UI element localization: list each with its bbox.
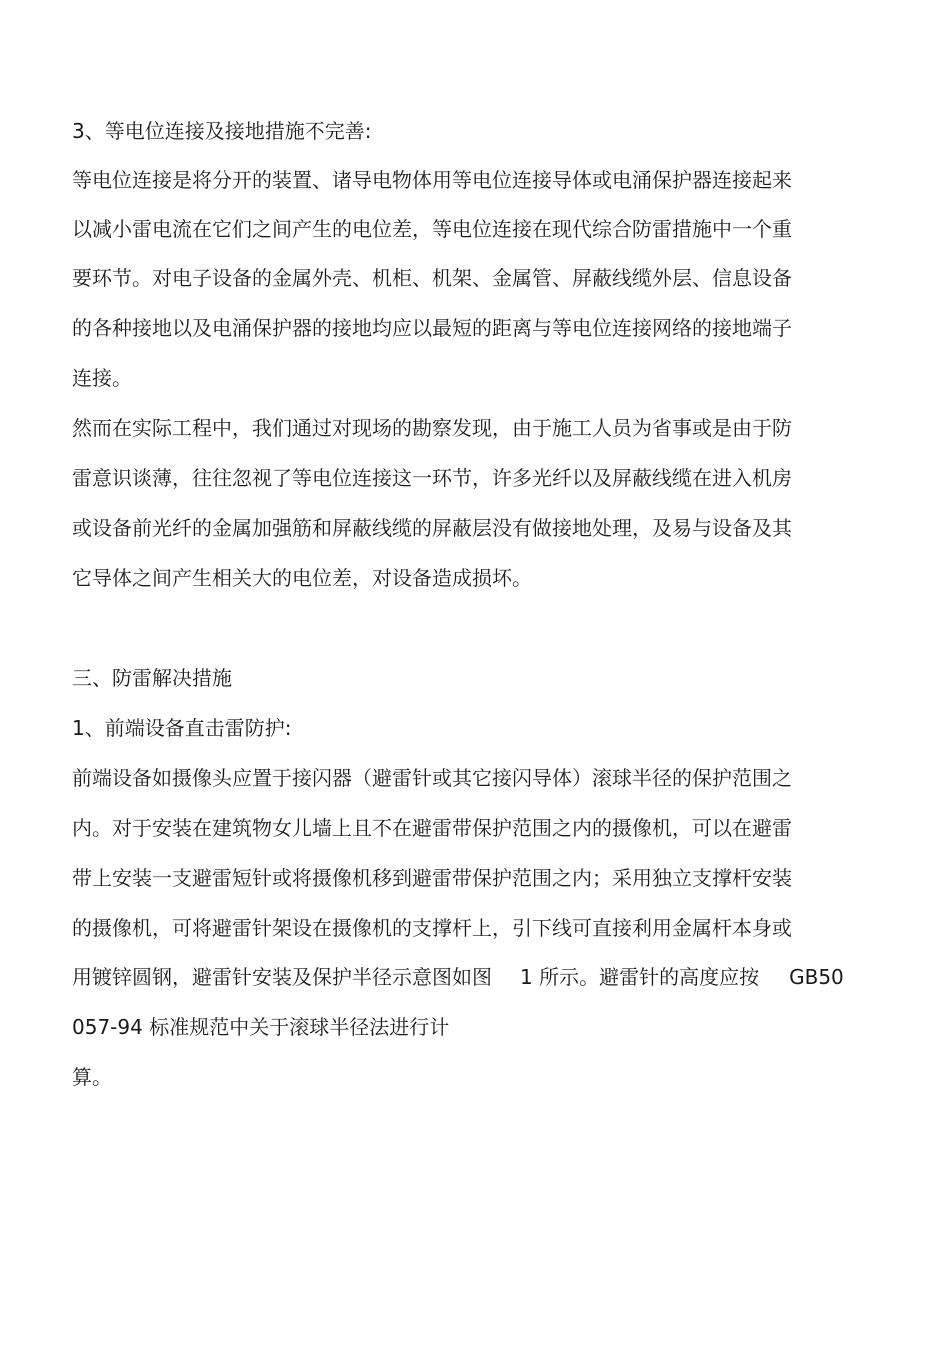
paragraph-line: 它导体之间产生相关大的电位差，对设备造成损坏。 <box>72 566 532 590</box>
paragraph-text: 用镀锌圆钢，避雷针安装及保护半径示意图如图 <box>72 965 492 989</box>
paragraph-line: 连接。 <box>72 366 132 390</box>
paragraph-line: 等电位连接是将分开的装置、诸导电物体用等电位连接导体或电涌保护器连接起来 <box>72 168 792 192</box>
paragraph-line: 带上安装一支避雷短针或将摄像机移到避雷带保护范围之内；采用独立支撑杆安装 <box>72 866 792 890</box>
paragraph-line: 前端设备如摄像头应置于接闪器（避雷针或其它接闪导体）滚球半径的保护范围之 <box>72 766 792 790</box>
paragraph-line: 然而在实际工程中，我们通过对现场的勘察发现，由于施工人员为省事或是由于防 <box>72 416 792 440</box>
paragraph-line: 057-94 标准规范中关于滚球半径法进行计 <box>72 1015 450 1039</box>
paragraph-line: 算。 <box>72 1065 112 1089</box>
paragraph-line: 的摄像机，可将避雷针架设在摄像机的支撑杆上，引下线可直接利用金属杆本身或 <box>72 916 792 940</box>
standard-code-text: GB50 <box>789 965 844 989</box>
item-heading-front-end-protection: 1、前端设备直击雷防护: <box>72 716 292 740</box>
paragraph-line: 内。对于安装在建筑物女儿墙上且不在避雷带保护范围之内的摄像机，可以在避雷 <box>72 816 792 840</box>
paragraph-line: 雷意识谈薄，往往忽视了等电位连接这一环节，许多光纤以及屏蔽线缆在进入机房 <box>72 466 792 490</box>
paragraph-line <box>72 965 844 989</box>
figure-reference-text: 1 所示。避雷针的高度应按 <box>520 965 760 989</box>
paragraph-line: 或设备前光纤的金属加强筋和屏蔽线缆的屏蔽层没有做接地处理，及易与设备及其 <box>72 516 792 540</box>
item-heading-equipotential: 3、等电位连接及接地措施不完善: <box>72 119 372 143</box>
paragraph-line: 要环节。对电子设备的金属外壳、机柜、机架、金属管、屏蔽线缆外层、信息设备 <box>72 266 792 290</box>
paragraph-line: 以减小雷电流在它们之间产生的电位差，等电位连接在现代综合防雷措施中一个重 <box>72 217 792 241</box>
section-heading-lightning-solutions: 三、防雷解决措施 <box>72 666 232 690</box>
paragraph-line: 的各种接地以及电涌保护器的接地均应以最短的距离与等电位连接网络的接地端子 <box>72 316 792 340</box>
